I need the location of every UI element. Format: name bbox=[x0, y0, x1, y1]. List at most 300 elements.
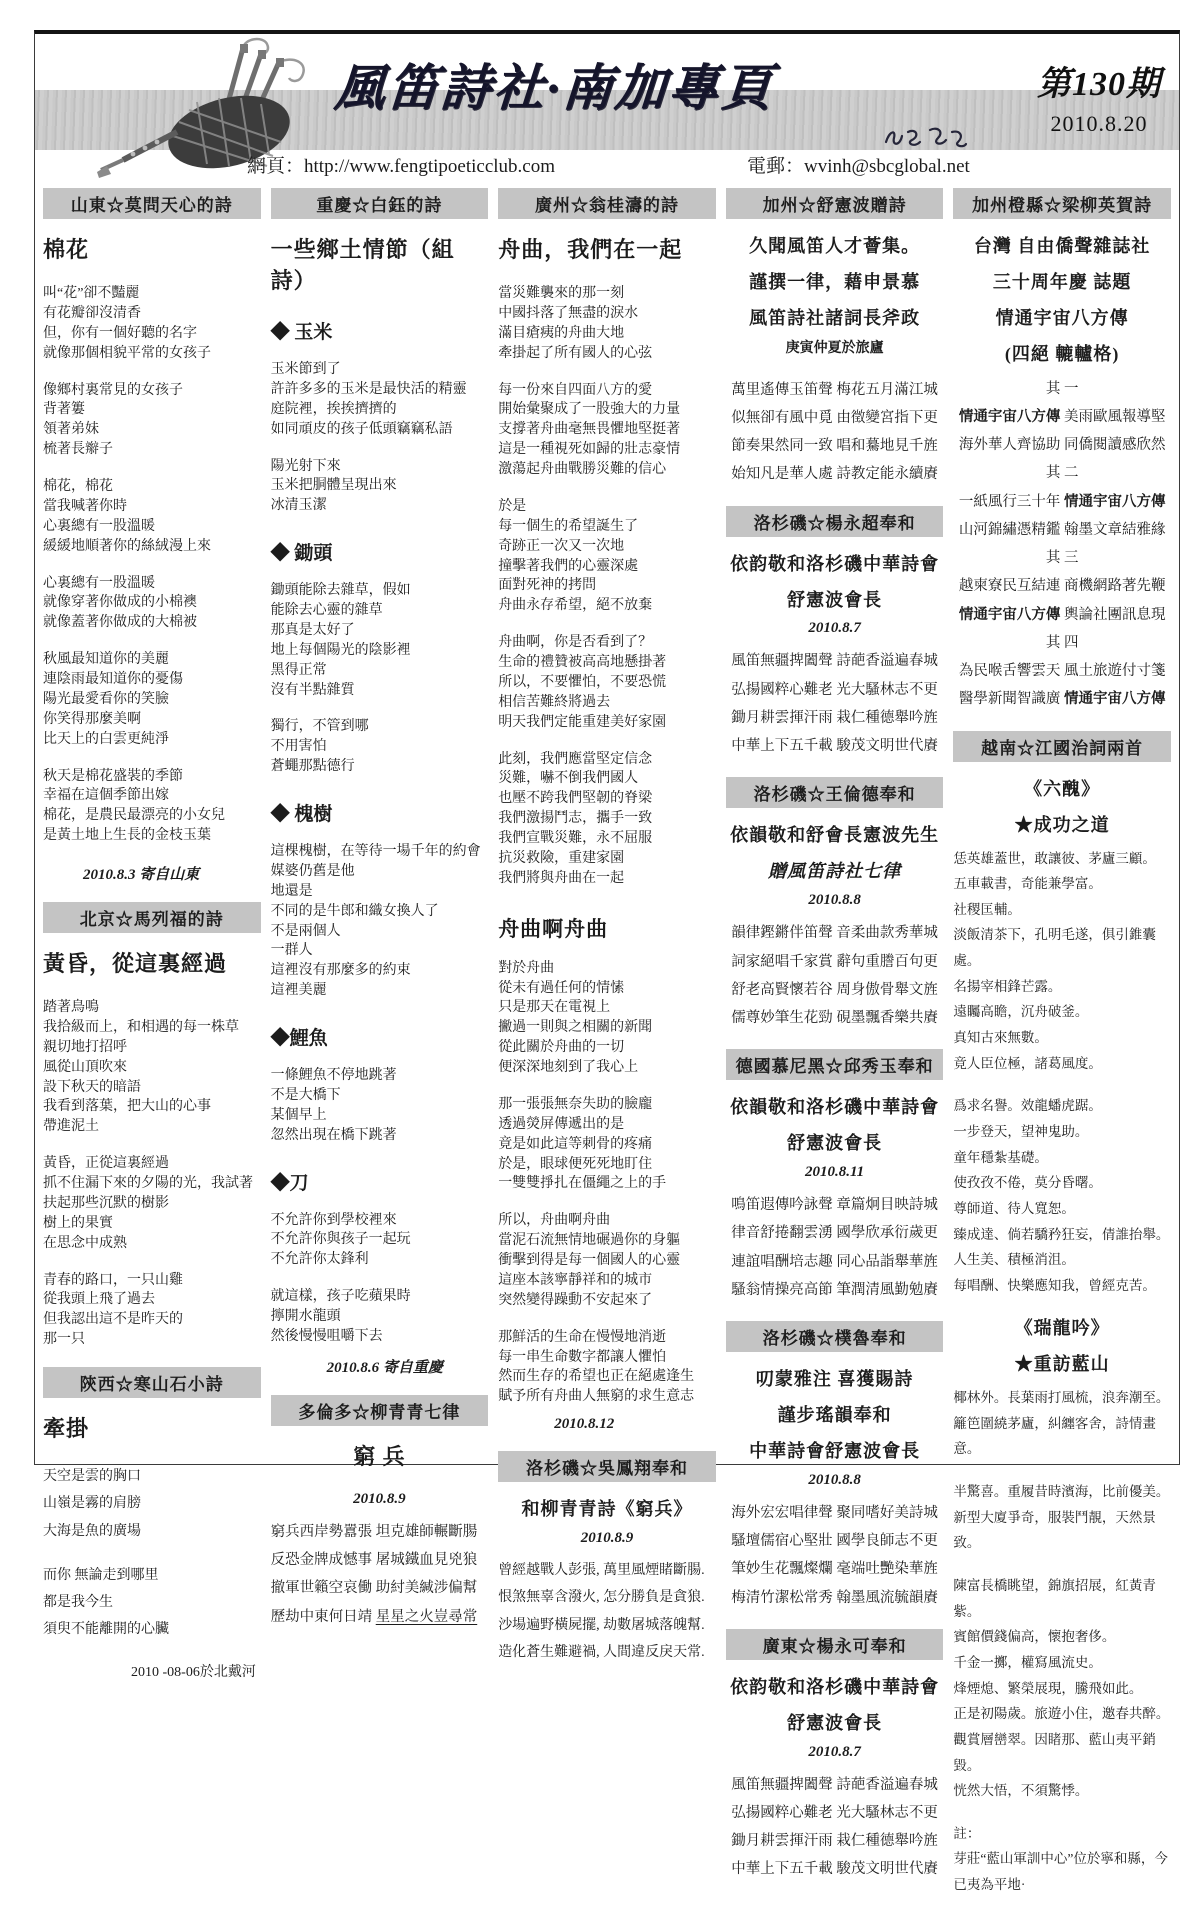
poem-line: 恍然大悟，不須驚悸。 bbox=[953, 1783, 1089, 1799]
poem-line: 黑得正常 bbox=[270, 662, 327, 678]
poem-stanza bbox=[271, 457, 489, 517]
section-header: 洛杉磯☆楊永超奉和 bbox=[726, 506, 944, 537]
poem-line: 每一份來自四面八方的愛 bbox=[498, 382, 653, 398]
poem-title: 《瑞龍吟》 bbox=[1014, 1318, 1110, 1339]
section-header: 陝西☆寒山石小詩 bbox=[43, 1367, 261, 1398]
poem-line: 一雙雙掙扎在僵繩之上的手 bbox=[498, 1176, 667, 1192]
poem-line: 陽光最愛看你的笑臉 bbox=[43, 691, 169, 707]
poem-line: 沙場遍野橫屍擺, 劫數屠城落魄幫. bbox=[498, 1617, 705, 1633]
poem-title: 謹撰一律，藉申景慕 bbox=[749, 271, 921, 292]
poem-stanza bbox=[43, 381, 261, 461]
poem-stanza bbox=[726, 919, 944, 1032]
poem-line: 每唱酬、快樂應知我，曾經克苦。 bbox=[953, 1277, 1156, 1293]
poem-line: 抓不住漏下來的夕陽的光，我試著 bbox=[43, 1176, 253, 1191]
poem-line: 黃昏，正從這裏經過 bbox=[43, 1156, 169, 1172]
poem-line: 不允許你與孩子一起玩 bbox=[270, 1232, 411, 1248]
poem-line: 芽莊“藍山軍訓中心”位於寧和縣，今已夷為平地· bbox=[953, 1851, 1168, 1893]
poem-line: 我看到落葉，把大山的心事 bbox=[43, 1099, 211, 1115]
poem-title: ★成功之道 bbox=[1014, 814, 1110, 835]
section-header: 加州橙縣☆梁柳英賀詩 bbox=[953, 188, 1171, 219]
email-line bbox=[747, 151, 970, 178]
section-header: 山東☆莫問天心的詩 bbox=[43, 188, 261, 219]
poem-stanza bbox=[498, 959, 716, 1078]
poem-line: 賦予所有舟曲人無窮的求生意志 bbox=[498, 1389, 695, 1405]
poem-stanza bbox=[271, 1518, 489, 1631]
poem-line: 舒老高賢懷若谷 周身傲骨舉文旌 bbox=[731, 981, 938, 998]
poem-line: 不用害怕 bbox=[270, 739, 327, 755]
poem-title: 窮 兵 bbox=[353, 1443, 406, 1469]
poem-line: 但我認出這不是昨天的 bbox=[43, 1312, 183, 1328]
poem-stanza bbox=[726, 339, 944, 359]
poem-stanza bbox=[43, 477, 261, 557]
poem-line: 於是 bbox=[498, 498, 527, 514]
poem-line: 不同的是牛郎和織女換人了 bbox=[270, 903, 439, 919]
poem-title: 一些鄉土情節（組詩） bbox=[270, 237, 455, 293]
poem-line: 比天上的白雲更純淨 bbox=[43, 731, 169, 747]
poem-stanza bbox=[498, 1211, 716, 1310]
section-header: 廣東☆楊永可奉和 bbox=[726, 1629, 944, 1660]
poem-line: 竟是如此這等刺骨的疼痛 bbox=[498, 1136, 653, 1152]
poem-line: 竟人臣位極，諸葛風度。 bbox=[953, 1055, 1102, 1071]
poem-line: 擰開水龍頭 bbox=[270, 1309, 341, 1324]
poem-line: 撤軍世籟空哀働 助紂美緘涉偏幫 bbox=[270, 1580, 478, 1597]
poem-line: 中華上下五千載 駿茂文明世代賡 bbox=[731, 738, 938, 755]
poem-line: 從此關於舟曲的一切 bbox=[498, 1040, 625, 1056]
section-header: 加州☆舒憲波贈詩 bbox=[726, 188, 944, 219]
column-2 bbox=[271, 188, 489, 1915]
poem-line: 鋤月耕雲揮汗雨 栽仁種德舉吟旌 bbox=[731, 1833, 938, 1850]
poem-line: 千金一擲，權寫風流史。 bbox=[953, 1654, 1102, 1670]
poem-line: 名揚宰相鋒芒露。 bbox=[953, 978, 1062, 994]
poem-title: 舟曲啊舟曲 bbox=[498, 916, 609, 941]
poem-line: 不允許你到學校裡來 bbox=[270, 1212, 397, 1228]
poem-title: 依韵敬和洛杉磯中華詩會 bbox=[730, 553, 940, 574]
poem-line: 突然變得躁動不安起來了 bbox=[498, 1292, 653, 1308]
poem-line: 椰林外。長葉雨打風梳，浪奔潮至。 bbox=[953, 1390, 1170, 1406]
poem-line: 對於舟曲 bbox=[498, 960, 555, 976]
poem-line: 像鄉村裏常見的女孩子 bbox=[43, 382, 183, 398]
poem-line: 所以，不要懼怕，不要恐慌 bbox=[498, 674, 667, 690]
poem-line: 註： bbox=[953, 1825, 981, 1841]
poem-line: 其 三 bbox=[1045, 550, 1079, 567]
section-header: 北京☆馬列福的詩 bbox=[43, 902, 261, 933]
poem-date: 2010.8.8 bbox=[808, 1471, 861, 1488]
section-header: 洛杉磯☆樸魯奉和 bbox=[726, 1321, 944, 1352]
poem-line: 那一張張無奈失助的臉龐 bbox=[498, 1096, 653, 1112]
poem-line: 大海是魚的廣場 bbox=[43, 1523, 141, 1539]
poem-line: 陽光射下來 bbox=[270, 458, 341, 474]
poem-line: 當泥石流無情地碾過你的身軀 bbox=[498, 1233, 681, 1249]
poem-line: 棉花，棉花 bbox=[43, 479, 113, 494]
poem-line: 這裡美麗 bbox=[270, 983, 327, 999]
poem-line: 親切地打招呼 bbox=[43, 1039, 127, 1055]
poem-line: 風從山頂吹來 bbox=[43, 1059, 127, 1075]
poem-line: 情通宇宙八方傳 輿論社團訊息現 bbox=[958, 606, 1166, 623]
poem-line: 律音舒捲翻雲湧 國學欣承衍歲更 bbox=[731, 1225, 938, 1242]
poem-line: 海外華人齊協助 同僑閱讀感欣然 bbox=[958, 437, 1166, 454]
poem-line: 萬里遙傳玉笛聲 梅花五月滿江城 bbox=[731, 381, 938, 398]
poem-stanza bbox=[498, 1095, 716, 1194]
poem-line: 反恐金牌成憾事 屠城鐵血見兇狼 bbox=[270, 1552, 478, 1569]
poem-line: 鋤頭能除去雜草，假如 bbox=[270, 583, 411, 599]
poem-line: 恨煞無辜含潑火, 怎分勝負是貪狼. bbox=[498, 1590, 705, 1606]
website-url: http://www.fengtipoeticclub.com bbox=[304, 156, 556, 177]
poem-line: 激蕩起舟曲戰勝災難的信心 bbox=[498, 462, 667, 477]
poem-line: 為民喉舌響雲天 風土旅遊付寸箋 bbox=[958, 663, 1166, 680]
poetry-columns bbox=[35, 180, 1179, 1915]
poem-line: 騷壇儒宿心堅壯 國學良師志不更 bbox=[731, 1533, 938, 1550]
poem-stanza bbox=[271, 1287, 489, 1347]
poem-line: 其 二 bbox=[1045, 465, 1079, 482]
poem-title: 棉花 bbox=[43, 237, 90, 262]
poem-line: 不是大橋下 bbox=[270, 1087, 341, 1103]
poem-line: 奇跡正一次又一次地 bbox=[498, 538, 625, 554]
poem-line: 但，你有一個好聽的名字 bbox=[43, 325, 197, 341]
poem-stanza bbox=[271, 842, 489, 1001]
poem-line: 背著簍 bbox=[43, 402, 85, 418]
poem-line: 觀賞層巒翠。因睹那、藍山夷平銷毀。 bbox=[953, 1731, 1156, 1773]
poem-line: 如同頑皮的孩子低頭竊竊私語 bbox=[270, 421, 453, 437]
poem-line: 這是一種視死如歸的壯志豪情 bbox=[498, 442, 681, 458]
poem-line: 青春的路口，一只山雞 bbox=[43, 1272, 183, 1288]
poem-title: 贈風笛詩社七律 bbox=[768, 861, 902, 882]
poem-line: 那鮮活的生命在慢慢地消逝 bbox=[498, 1329, 667, 1345]
poem-date: 2010.8.8 bbox=[808, 892, 861, 909]
poem-line: 始知凡是華人處 詩教定能永續賡 bbox=[731, 466, 938, 483]
poem-title: (四絕 轆轤格) bbox=[1004, 343, 1120, 364]
poem-line: 弘揚國粹心難老 光大騷林志不更 bbox=[731, 1804, 938, 1821]
poem-subhead: ◆ 鋤頭 bbox=[270, 543, 333, 565]
poem-title: ★重訪藍山 bbox=[1014, 1354, 1110, 1375]
poem-title: 《六醜》 bbox=[1024, 778, 1101, 799]
poem-line: 其 一 bbox=[1045, 380, 1079, 397]
poem-line: 不允許你太鋒利 bbox=[270, 1252, 369, 1268]
poem-date: 2010.8.11 bbox=[804, 1164, 865, 1181]
poem-line: 撇過一則與之相關的新聞 bbox=[498, 1020, 653, 1036]
poem-title: 三十周年慶 誌題 bbox=[992, 271, 1132, 292]
poem-line: 弘揚國粹心難老 光大騷林志不更 bbox=[731, 681, 938, 698]
poem-line: 設下秋天的暗語 bbox=[43, 1079, 141, 1095]
email-label: 電郵： bbox=[747, 156, 805, 177]
poem-line: 一群人 bbox=[270, 943, 313, 959]
poem-line: 韻律鏗鏘伴笛聲 音柔曲款秀華城 bbox=[731, 925, 938, 942]
poem-line: 筆妙生花飄燦爛 毫端吐艷染華旌 bbox=[731, 1561, 938, 1578]
poem-line: 梅清竹潔松常秀 翰墨風流毓韻賡 bbox=[731, 1589, 938, 1606]
poem-line: 山河錦繡憑精鑑 翰墨文章結雅緣 bbox=[958, 521, 1166, 538]
column-4 bbox=[726, 188, 944, 1915]
poem-line: 帶進泥土 bbox=[43, 1119, 99, 1135]
poem-title: 叨蒙雅注 喜獲賜詩 bbox=[755, 1369, 914, 1390]
poem-stanza bbox=[271, 581, 489, 700]
poem-stanza bbox=[43, 1271, 261, 1351]
poem-line: 心裏總有一股溫暖 bbox=[43, 518, 155, 534]
poem-line: 面對死神的拷問 bbox=[498, 578, 597, 594]
poem-title: 依韻敬和舒會長憲波先生 bbox=[730, 825, 940, 846]
section-header: 洛杉磯☆王倫德奉和 bbox=[726, 777, 944, 808]
poem-line: 就像穿著你做成的小棉襖 bbox=[43, 595, 197, 611]
poem-line: 獨行，不管到哪 bbox=[270, 719, 369, 735]
poem-line: 樹上的果實 bbox=[43, 1215, 113, 1231]
poem-stanza bbox=[43, 1154, 261, 1253]
masthead-title: 風笛詩社·南加專頁 bbox=[332, 60, 777, 116]
poem-line: 透過熒屏傳遞出的是 bbox=[498, 1116, 625, 1132]
poem-line: 相信苦難終將過去 bbox=[498, 694, 611, 710]
poem-line: 臻成達、倘若驕矜狂妄，倩誰抬舉。 bbox=[953, 1226, 1170, 1242]
poem-line: 某個早上 bbox=[270, 1107, 327, 1123]
issue-info bbox=[1037, 56, 1161, 137]
poem-title: 台灣 自由僑聲雜誌社 bbox=[973, 236, 1151, 256]
poem-title: 依韻敬和洛杉磯中華詩會 bbox=[730, 1097, 940, 1118]
poem-line: 就像蓋著你做成的大棉被 bbox=[43, 615, 197, 631]
poem-stanza bbox=[953, 1821, 1171, 1898]
poem-line: 秋天是棉花盛裝的季節 bbox=[43, 768, 183, 784]
issue-date: 2010.8.20 bbox=[1050, 111, 1148, 136]
poem-stanza bbox=[953, 1385, 1171, 1462]
poem-line: 人生美、積極消沮。 bbox=[953, 1252, 1075, 1268]
poem-line: 是黃土地上生長的金枝玉葉 bbox=[43, 828, 211, 844]
poem-line: 此刻，我們應當堅定信念 bbox=[498, 751, 653, 767]
poem-title: 情通宇宙八方傳 bbox=[995, 307, 1129, 328]
poem-line: 叫“花”卻不豔麗 bbox=[43, 286, 140, 301]
poem-line: 一步登天，望神鬼助。 bbox=[953, 1123, 1089, 1139]
poem-title: 謹步瑤韻奉和 bbox=[777, 1405, 892, 1426]
poem-line: 造化蒼生難避禍, 人間違反戾天常. bbox=[498, 1644, 705, 1660]
poem-line: 於是，眼球便死死地盯住 bbox=[498, 1156, 653, 1172]
poem-line: 所以，舟曲啊舟曲 bbox=[498, 1213, 611, 1229]
poem-line: 海外宏宏唱律聲 聚同嗜好美詩城 bbox=[731, 1504, 938, 1521]
poem-line: 使孜孜不倦，莫分昏曙。 bbox=[953, 1175, 1102, 1191]
poem-line: 連陰雨最知道你的憂傷 bbox=[43, 672, 183, 687]
poem-title: 舟曲，我們在一起 bbox=[498, 237, 683, 262]
poem-line: 緩緩地順著你的絲絨漫上來 bbox=[43, 538, 211, 554]
poem-line: 庚寅仲夏於旅廬 bbox=[785, 340, 884, 356]
poem-line: 也壓不跨我們堅韌的脊梁 bbox=[498, 791, 653, 807]
poem-title: 和柳青青詩《窮兵》 bbox=[521, 1499, 693, 1520]
poem-line: 不是兩個人 bbox=[270, 923, 341, 939]
poem-line: 一條鯉魚不停地跳著 bbox=[270, 1068, 397, 1083]
poem-line: 天空是雲的胸口 bbox=[43, 1469, 141, 1484]
poem-footer: 2010 -08-06於北戴河 bbox=[131, 1664, 256, 1680]
poem-line: 越柬寮民互結連 商機網路著先鞭 bbox=[958, 578, 1166, 595]
poem-line: 有花瓣卻沒清香 bbox=[43, 305, 141, 321]
poem-line: 能除去心靈的雜草 bbox=[270, 603, 383, 618]
poem-line: 風笛無疆捭闔聲 詩葩香溢遍春城 bbox=[731, 1776, 938, 1793]
poem-date: 2010.8.9 bbox=[580, 1530, 634, 1547]
poem-stanza bbox=[271, 1211, 489, 1271]
poem-line: 沒有半點雜質 bbox=[270, 682, 355, 698]
poem-line: 半驚喜。重履昔時濱海，比前優美。 bbox=[953, 1484, 1170, 1500]
poem-stanza bbox=[726, 1499, 944, 1612]
poem-line: 而你 無論走到哪里 bbox=[43, 1567, 159, 1583]
poem-line: 醫學新聞智識廣 情通宇宙八方傳 bbox=[958, 691, 1166, 708]
section-header: 重慶☆白鈺的詩 bbox=[271, 188, 489, 219]
poem-line: 從我頭上飛了過去 bbox=[43, 1292, 155, 1308]
poem-stanza bbox=[43, 650, 261, 749]
poem-line: 明天我們定能重建美好家園 bbox=[498, 714, 667, 730]
poem-line: 秋風最知道你的美麗 bbox=[43, 652, 169, 668]
email-address: wvinh@sbcglobal.net bbox=[804, 156, 970, 177]
poem-stanza bbox=[498, 1557, 716, 1666]
poem-line: 地上每個陽光的陰影裡 bbox=[270, 642, 411, 658]
poem-line: 蒼蠅那點德行 bbox=[270, 759, 355, 775]
poem-line: 須臾不能離開的心臟 bbox=[43, 1622, 169, 1638]
poem-line: 生命的禮贊被高高地懸掛著 bbox=[498, 655, 667, 670]
column-3 bbox=[498, 188, 716, 1915]
poem-line: 抗災救險，重建家園 bbox=[498, 850, 625, 866]
poem-line: 棉花，是農民最漂亮的小女兒 bbox=[43, 808, 225, 824]
poem-subhead: ◆刀 bbox=[270, 1172, 309, 1194]
section-header: 廣州☆翁桂濤的詩 bbox=[498, 188, 716, 219]
poem-line: 那一只 bbox=[43, 1332, 85, 1348]
poem-line: 新型大廈爭奇，服裝鬥靚，天然景致。 bbox=[953, 1509, 1156, 1551]
poem-stanza bbox=[43, 1463, 261, 1545]
poem-title: 舒憲波會長 bbox=[787, 589, 883, 610]
poem-stanza bbox=[43, 998, 261, 1137]
poem-line: 我拾級而上，和相遇的每一株草 bbox=[43, 1019, 239, 1035]
poem-footer: 2010.8.3 寄自山東 bbox=[83, 867, 200, 883]
masthead-banner bbox=[35, 34, 1179, 180]
poem-title: 黃昏，從這裏經過 bbox=[43, 951, 228, 976]
column-5 bbox=[953, 188, 1171, 1915]
poem-line: 這裡沒有那麼多的約束 bbox=[270, 963, 411, 979]
poem-title: 牽掛 bbox=[43, 1416, 90, 1441]
poem-line: 窮兵西岸勢囂張 坦克雄師輾斷腸 bbox=[270, 1523, 478, 1540]
poem-line: 騷翁情操亮高節 筆潤清風勤勉賡 bbox=[731, 1281, 938, 1298]
poem-line: 儒尊妙筆生花勁 硯墨飄香樂共賡 bbox=[731, 1010, 938, 1027]
poem-line: 然而生存的希望也正在絕處逢生 bbox=[498, 1369, 695, 1385]
poem-stanza bbox=[43, 284, 261, 364]
poem-line: 滿目瘡痍的舟曲大地 bbox=[498, 325, 625, 341]
poem-line: 節奏果然同一致 唱和驀地見千旌 bbox=[731, 438, 938, 455]
poem-line: 媒婆仍舊是他 bbox=[270, 863, 355, 879]
poem-line: 真知古來無數。 bbox=[953, 1030, 1048, 1046]
poem-subhead: ◆ 玉米 bbox=[270, 322, 333, 343]
poem-line: 正是初陽歲。旅遊小住，邀春共醉。 bbox=[953, 1706, 1170, 1722]
poem-line: 風笛無疆捭闔聲 詩葩香溢遍春城 bbox=[731, 653, 938, 670]
poem-line: 在思念中成熟 bbox=[43, 1235, 127, 1251]
poem-stanza bbox=[726, 1191, 944, 1304]
poem-line: 撞擊著我們的心靈深處 bbox=[498, 558, 639, 574]
poem-line: 從未有過任何的情愫 bbox=[498, 980, 625, 996]
issue-number: 第130期 bbox=[1037, 66, 1161, 103]
poem-line: 扶起那些沉默的樹影 bbox=[43, 1195, 169, 1211]
poem-line: 都是我今生 bbox=[43, 1595, 113, 1611]
newspaper-page bbox=[34, 30, 1180, 1893]
poem-line: 詞家絕唱千家賞 辭句重謄百句更 bbox=[731, 953, 938, 970]
section-header: 洛杉磯☆吳鳳翔奉和 bbox=[498, 1451, 716, 1482]
poem-stanza bbox=[498, 750, 716, 889]
poem-stanza bbox=[43, 574, 261, 634]
poem-line: 然後慢慢咀嚼下去 bbox=[270, 1328, 383, 1344]
poem-date: 2010.8.7 bbox=[808, 1743, 861, 1760]
poem-line: 便深深地刻到了我心上 bbox=[498, 1060, 639, 1075]
poem-stanza bbox=[498, 381, 716, 480]
poem-line: 其 四 bbox=[1045, 634, 1079, 651]
poem-line: 舟曲永存希望，絕不放棄 bbox=[498, 598, 653, 614]
poem-line: 當我喊著你時 bbox=[43, 498, 127, 514]
poem-line: 踏著鳥鳴 bbox=[43, 1000, 99, 1015]
poem-stanza bbox=[498, 1328, 716, 1408]
poem-line: 玉米節到了 bbox=[270, 362, 341, 377]
poem-line: 開始彙聚成了一股強大的力量 bbox=[498, 402, 681, 418]
poem-line: 情通宇宙八方傳 美雨歐風報導堅 bbox=[958, 408, 1166, 425]
poem-line: 鳴笛遐傳吟詠聲 章篇炯目映詩城 bbox=[731, 1197, 938, 1214]
poem-line: 每一個生的希望誕生了 bbox=[498, 518, 639, 534]
poem-stanza bbox=[498, 633, 716, 732]
poem-line: 似無卻有風中覓 由徵變宮指下更 bbox=[731, 409, 938, 426]
poem-stanza bbox=[271, 717, 489, 777]
poem-line: 心裏總有一股溫暖 bbox=[43, 575, 155, 591]
poem-line: 災難，嚇不倒我們國人 bbox=[498, 771, 639, 787]
poem-line: 只是那天在電視上 bbox=[498, 1000, 611, 1016]
poem-line: 鋤月耕雲揮汗雨 栽仁種德舉吟旌 bbox=[731, 709, 938, 726]
poem-line: 淡飯清茶下，孔明毛遂，俱引錐囊處。 bbox=[953, 927, 1156, 969]
poem-line: 連誼唱酬培志趣 同心品詣舉華旌 bbox=[731, 1253, 938, 1270]
poem-line: 我們宣戰災難，永不屈服 bbox=[498, 831, 653, 846]
poem-line: 童年穩紮基礎。 bbox=[953, 1149, 1048, 1165]
poem-line: 五車載書，奇能兼學富。 bbox=[953, 876, 1102, 892]
poem-line: 我們將與舟曲在一起 bbox=[498, 870, 625, 886]
poem-line: 舟曲啊，你是否看到了？ bbox=[498, 635, 653, 651]
poem-line: 那真是太好了 bbox=[270, 622, 355, 638]
poem-line: 我們激揚鬥志，攜手一致 bbox=[498, 811, 653, 827]
website-line bbox=[247, 151, 555, 178]
poem-title: 風笛詩社諸詞長斧政 bbox=[749, 307, 921, 328]
poem-title: 中華詩會舒憲波會長 bbox=[749, 1440, 921, 1461]
poem-line: 尊師道、待人寬恕。 bbox=[953, 1200, 1075, 1216]
poem-stanza bbox=[43, 1562, 261, 1644]
poem-line: 賓館價錢偏高，懷抱奢侈。 bbox=[953, 1629, 1116, 1645]
poem-stanza bbox=[726, 376, 944, 489]
poem-line: 地還是 bbox=[270, 883, 313, 899]
section-header: 德國慕尼黑☆邱秀玉奉和 bbox=[726, 1049, 944, 1080]
poem-line: 支撐著舟曲毫無畏懼地堅挺著 bbox=[498, 422, 681, 438]
poem-stanza bbox=[953, 1479, 1171, 1556]
poem-line: 冰清玉潔 bbox=[270, 498, 327, 514]
poem-line: 陳富長橋眺望，錦旗招展，紅黃青紫。 bbox=[953, 1578, 1156, 1619]
poem-line: 一紙風行三十年 情通宇宙八方傳 bbox=[958, 493, 1166, 510]
poem-line: 領著弟妹 bbox=[43, 422, 99, 438]
poem-footer: 2010.8.12 bbox=[554, 1416, 615, 1433]
poem-subhead: ◆鯉魚 bbox=[270, 1028, 328, 1049]
poem-line: 中華上下五千載 駿茂文明世代賡 bbox=[731, 1861, 938, 1878]
poem-stanza bbox=[271, 1066, 489, 1146]
poem-line: 當災難襲來的那一刻 bbox=[498, 286, 625, 301]
poem-line: 籬笆圍繞茅廬，糾纏客舍，詩情畫意。 bbox=[953, 1415, 1156, 1457]
poem-stanza bbox=[953, 846, 1171, 1077]
poem-line: 忽然出現在橋下跳著 bbox=[270, 1127, 397, 1143]
poem-stanza bbox=[953, 375, 1171, 714]
website-label: 網頁： bbox=[247, 156, 305, 177]
poem-line: 就這樣，孩子吃蘋果時 bbox=[270, 1289, 411, 1305]
poem-line: 庭院裡，挨挨擠擠的 bbox=[270, 401, 397, 417]
poem-stanza bbox=[953, 1573, 1171, 1804]
poem-line: 曾經越戰人彭張, 萬里風煙睹斷腸. bbox=[498, 1563, 705, 1579]
poem-date: 2010.8.9 bbox=[353, 1490, 406, 1507]
poem-line: 每一串生命數字都讓人懼怕 bbox=[498, 1349, 667, 1365]
column-1 bbox=[43, 188, 261, 1915]
poem-stanza bbox=[953, 1093, 1171, 1298]
poem-line: 爲求名譽。效龍蟠虎踞。 bbox=[953, 1098, 1102, 1114]
poem-line: 許許多多的玉米是最快活的精靈 bbox=[270, 381, 467, 397]
section-header: 越南☆江國治詞兩首 bbox=[953, 731, 1171, 762]
poem-title: 舒憲波會長 bbox=[787, 1133, 883, 1154]
poem-stanza bbox=[726, 647, 944, 760]
poem-line: 恁英雄蓋世，敢讓彼、茅廬三顧。 bbox=[953, 850, 1156, 866]
poem-line: 衝擊到得是每一個國人的心靈 bbox=[498, 1253, 681, 1268]
section-header: 多倫多☆柳青青七律 bbox=[271, 1395, 489, 1426]
poem-line: 你笑得那麼美啊 bbox=[43, 711, 141, 727]
